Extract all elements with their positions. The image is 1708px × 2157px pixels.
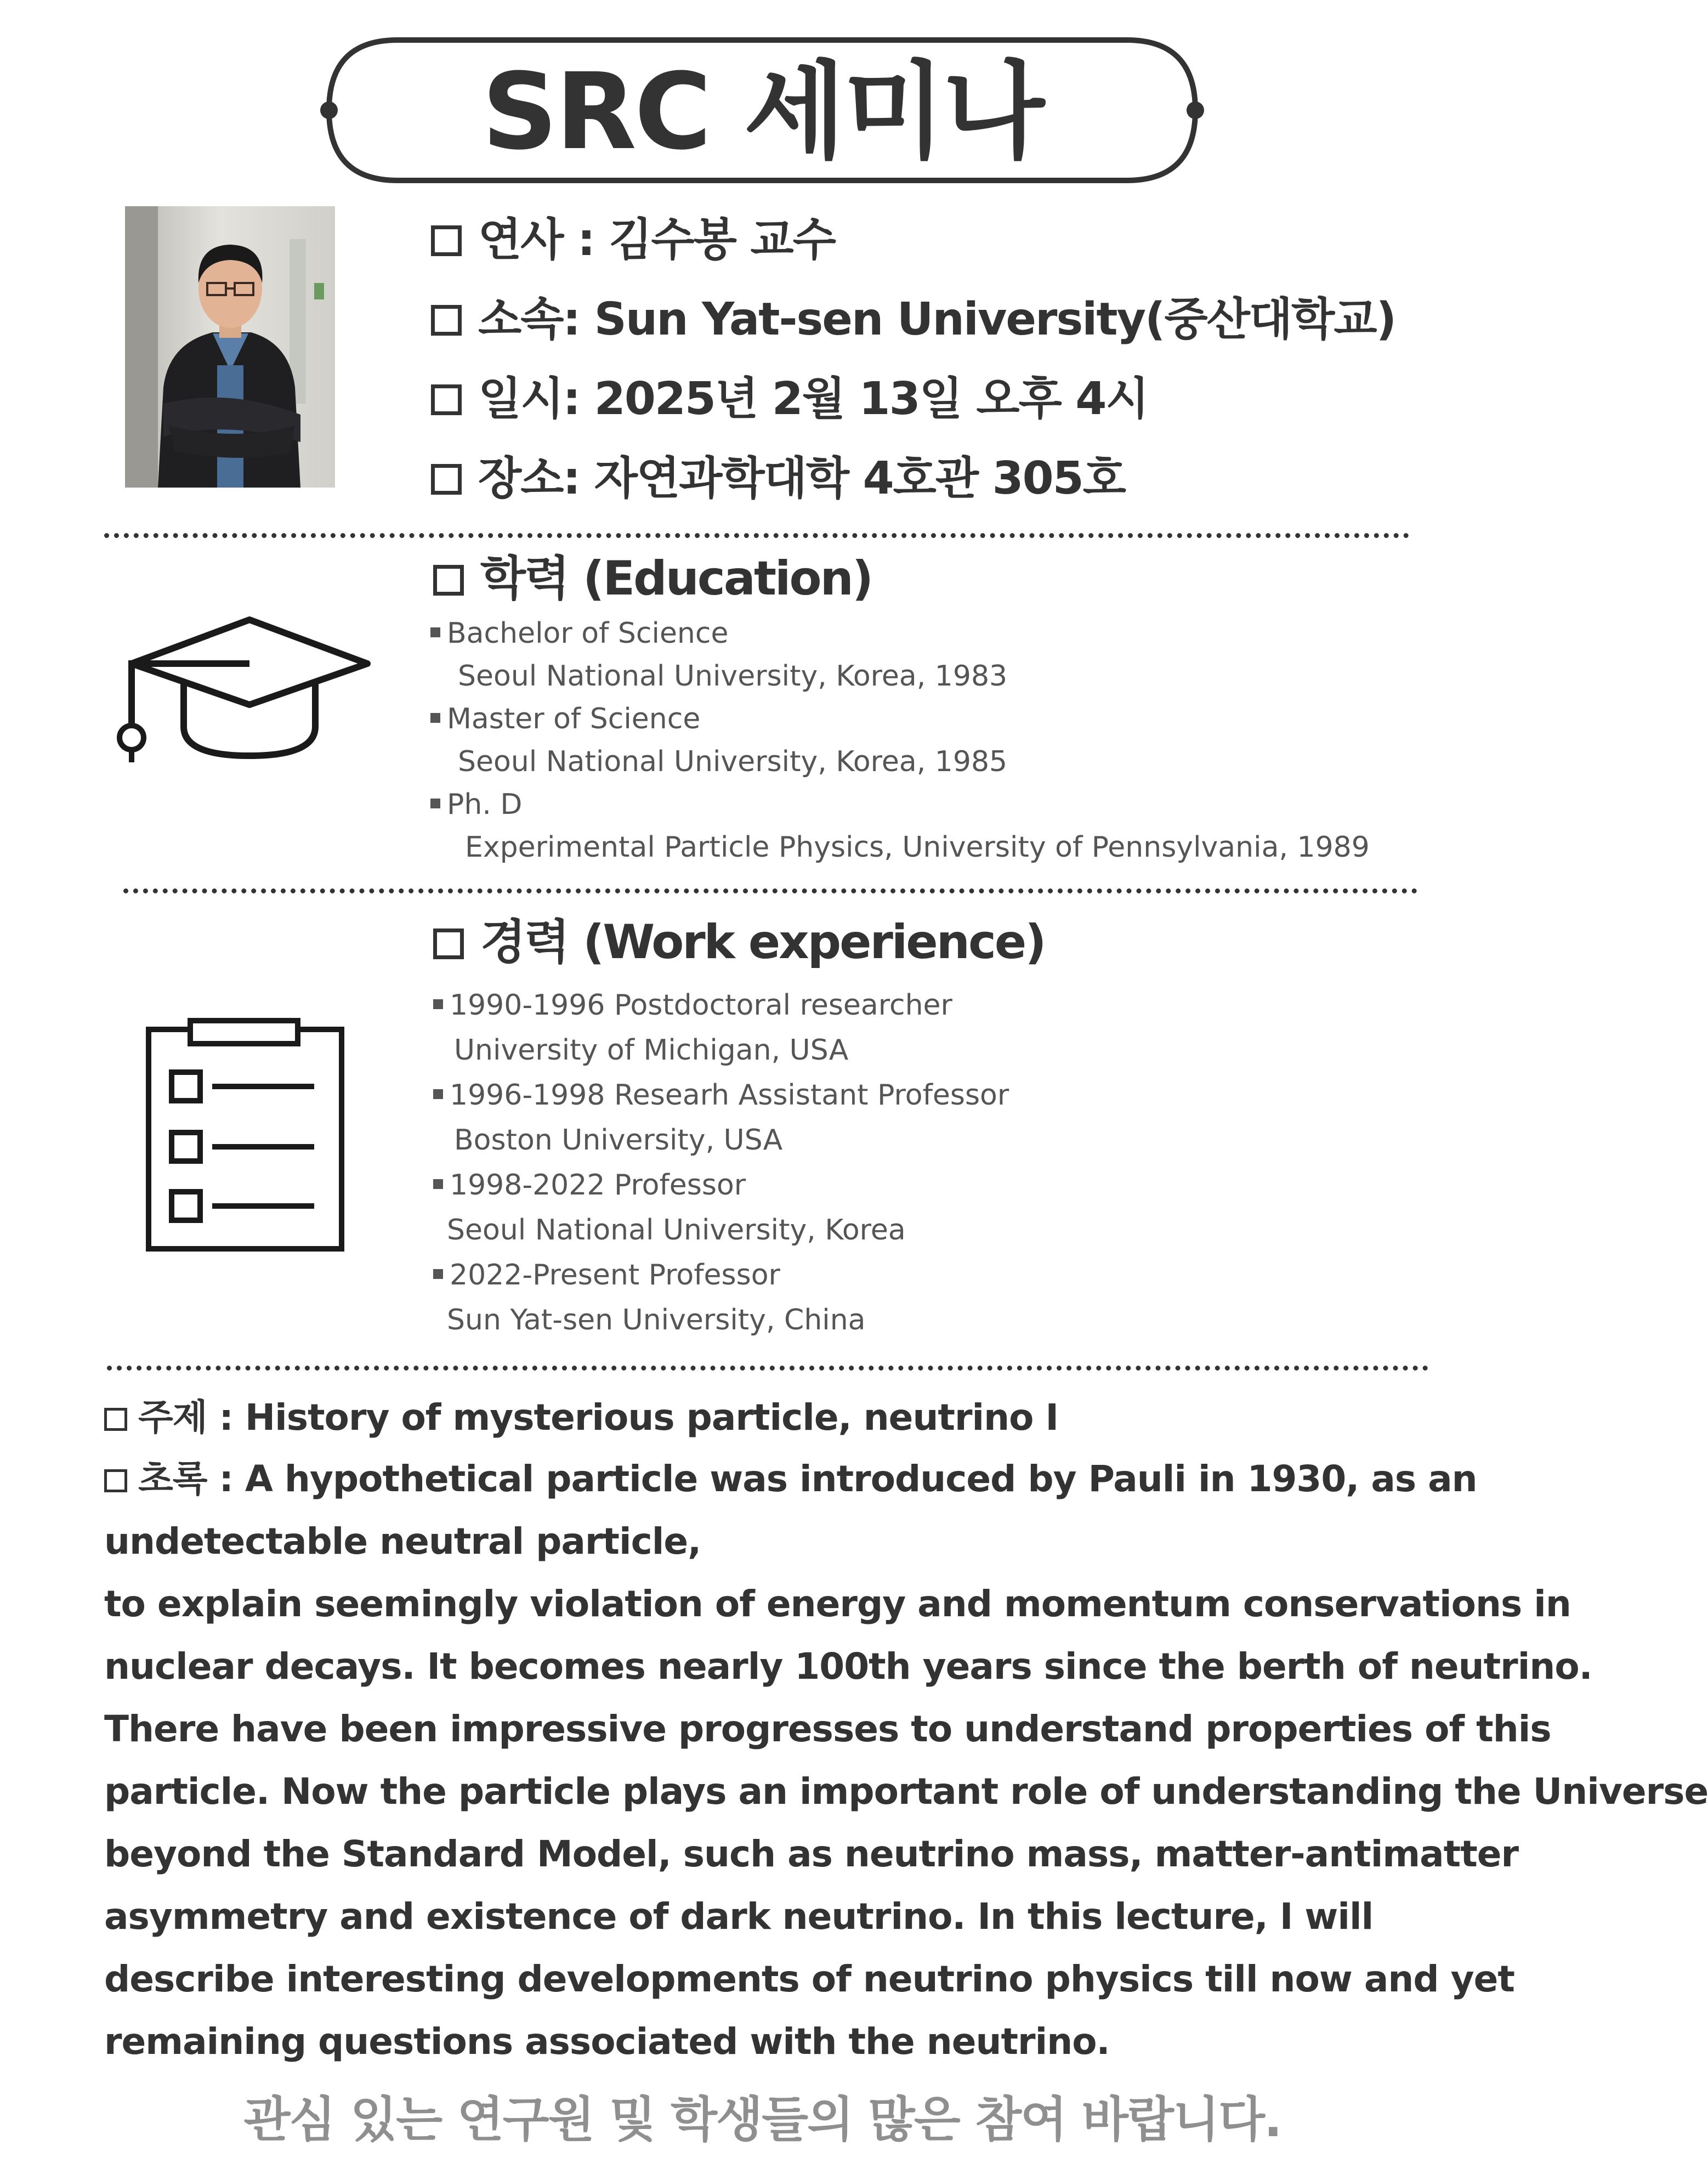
education-detail: Seoul National University, Korea, 1985 bbox=[458, 745, 1008, 778]
abstract-line: There have been impressive progresses to understand properties of this bbox=[104, 1708, 1551, 1750]
work-place: University of Michigan, USA bbox=[454, 1034, 849, 1067]
education-degree: Bachelor of Science bbox=[430, 615, 728, 652]
location-line: 장소: 자연과학대학 4호관 305호 bbox=[431, 451, 1125, 506]
page-title: SRC 세미나 bbox=[481, 51, 1043, 173]
abstract bbox=[104, 1448, 1708, 2073]
abstract-line: beyond the Standard Model, such as neutrino mass, matter-antimatter bbox=[104, 1833, 1519, 1875]
bullet-icon bbox=[433, 1269, 443, 1279]
dotted-divider bbox=[104, 533, 1409, 538]
work-heading: 경력 (Work experience) bbox=[433, 915, 1045, 970]
speaker-line: 연사 : 김수봉 교수 bbox=[431, 213, 835, 268]
dotted-divider bbox=[107, 1366, 1428, 1371]
graduation-cap-icon bbox=[115, 614, 378, 768]
abstract-line: undetectable neutral particle, bbox=[104, 1520, 701, 1562]
abstract-line: 초록 : A hypothetical particle was introduced by Pauli in 1930, as an bbox=[104, 1448, 1448, 1510]
work-role: 1998-2022 Professor bbox=[433, 1167, 746, 1203]
dotted-divider bbox=[123, 888, 1417, 893]
clipboard-checklist-icon bbox=[145, 1017, 345, 1253]
checkbox-icon bbox=[433, 929, 464, 959]
abstract-line: particle. Now the particle plays an important role of understanding the Universe bbox=[104, 1770, 1708, 1813]
checkbox-icon bbox=[431, 464, 462, 495]
checkbox-icon bbox=[104, 1469, 127, 1492]
education-detail: Seoul National University, Korea, 1983 bbox=[458, 660, 1008, 693]
work-role: 1990-1996 Postdoctoral researcher bbox=[433, 987, 952, 1023]
education-degree: Master of Science bbox=[430, 701, 700, 737]
footer-invitation: 관심 있는 연구원 및 학생들의 많은 참여 바랍니다. bbox=[243, 2091, 1281, 2148]
work-place: Seoul National University, Korea bbox=[447, 1214, 906, 1247]
topic-line: 주제 : History of mysterious particle, neutrino I bbox=[104, 1393, 1058, 1442]
datetime-line: 일시: 2025년 2월 13일 오후 4시 bbox=[431, 372, 1148, 427]
abstract-line: asymmetry and existence of dark neutrino. In this lecture, I will bbox=[104, 1895, 1374, 1938]
bullet-icon bbox=[430, 713, 440, 723]
speaker-photo bbox=[125, 206, 335, 488]
checkbox-icon bbox=[431, 305, 462, 336]
bullet-icon bbox=[433, 999, 443, 1009]
education-degree: Ph. D bbox=[430, 786, 522, 823]
abstract-line: to explain seemingly violation of energy and momentum conservations in bbox=[104, 1583, 1571, 1625]
work-role: 1996-1998 Researh Assistant Professor bbox=[433, 1077, 1009, 1113]
bullet-icon bbox=[430, 799, 440, 808]
abstract-line: describe interesting developments of neutrino physics till now and yet bbox=[104, 1958, 1514, 2000]
abstract-line: nuclear decays. It becomes nearly 100th years since the berth of neutrino. bbox=[104, 1645, 1592, 1688]
abstract-line: remaining questions associated with the neutrino. bbox=[104, 2020, 1110, 2063]
bullet-icon bbox=[430, 627, 440, 637]
bullet-icon bbox=[433, 1179, 443, 1189]
checkbox-icon bbox=[433, 565, 464, 596]
checkbox-icon bbox=[104, 1408, 127, 1431]
work-place: Sun Yat-sen University, China bbox=[447, 1304, 866, 1337]
work-role: 2022-Present Professor bbox=[433, 1257, 780, 1293]
checkbox-icon bbox=[431, 225, 462, 256]
affiliation-line: 소속: Sun Yat-sen University(중산대학교) bbox=[431, 292, 1395, 347]
education-heading: 학력 (Education) bbox=[433, 551, 872, 606]
bullet-icon bbox=[433, 1089, 443, 1099]
checkbox-icon bbox=[431, 384, 462, 415]
work-place: Boston University, USA bbox=[454, 1124, 783, 1157]
education-detail: Experimental Particle Physics, University of Pennsylvania, 1989 bbox=[465, 831, 1370, 864]
